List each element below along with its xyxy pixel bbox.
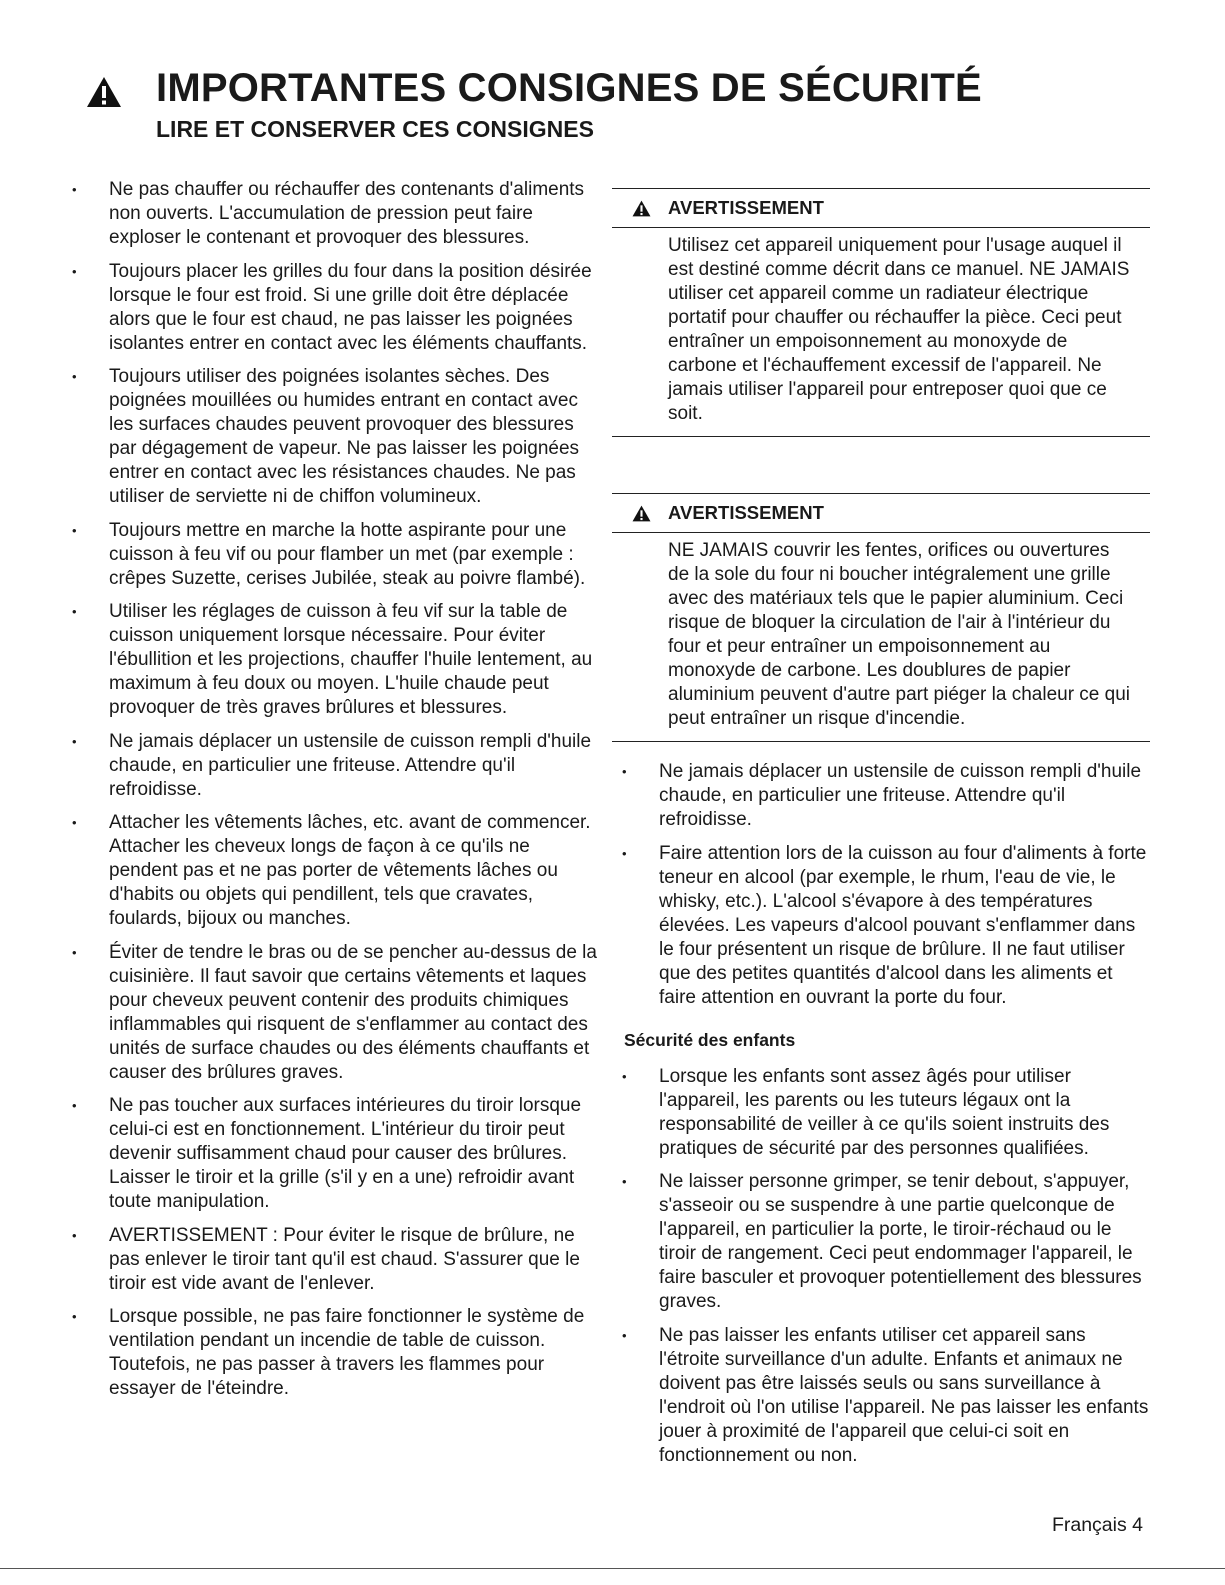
warning-triangle-icon bbox=[632, 505, 651, 522]
warning-header bbox=[612, 493, 1150, 533]
list-item: • Ne jamais déplacer un ustensile de cuisson rempli d'huile chaude, en particulier une friteuse. Attendre qu'il refroidisse. bbox=[622, 761, 1142, 830]
right-column bbox=[612, 188, 1150, 1477]
bullet-icon: • bbox=[72, 522, 77, 538]
bullet-icon: • bbox=[72, 604, 77, 619]
list-item: • Toujours utiliser des poignées isolantes sèches. Des poignées mouillées ou humides entrant en contact avec les surfaces chaudes peuvent provoquer des blessures par dégagement de vapeur. Ne pas laisser les poignées entrer en contact avec les résistances chaudes. Ne pas utiliser de serviette ni de chiffon volumineux. bbox=[72, 366, 580, 507]
list-item: • Toujours mettre en marche la hotte aspirante pour une cuisson à feu vif ou pour flamber un met (par exemple : crêpes Suzette, cerises Jubilée, steak au poivre flambé). bbox=[72, 519, 586, 589]
bullet-icon: • bbox=[622, 1174, 627, 1189]
section-heading: Sécurité des enfants bbox=[624, 1029, 796, 1050]
warning-text: NE JAMAIS couvrir les fentes, orifices ou ouvertures de la sole du four ni boucher intégralement une grille avec des matériaux tels que le papier aluminium. Ceci risque de bloquer la circulation de l'air à l'intérieur du four et peur entraîner un empoisonnement au monoxyde de carbone. Les doublures de papier aluminium peuvent d'autre part piéger la chaleur ce qui peut entraîner un risque d'incendie. bbox=[612, 533, 1150, 742]
list-item: • Ne pas toucher aux surfaces intérieures du tiroir lorsque celui-ci est en fonctionnement. L'intérieur du tiroir peut devenir suffisamment chaud pour causer des brûlures. Laisser le tiroir et la grille (s'il y en a une) refroidir avant toute manipulation. bbox=[72, 1095, 582, 1212]
bullet-icon: • bbox=[72, 944, 77, 960]
list-item: • Ne pas chauffer ou réchauffer des contenants d'aliments non ouverts. L'accumulation de pression peut faire exploser le contenant et provoquer des blessures. bbox=[72, 179, 585, 248]
list-item: • Ne laisser personne grimper, se tenir debout, s'appuyer, s'asseoir ou se suspendre à une partie quelconque de l'appareil, en particulier la porte, le tiroir-réchaud ou le tiroir de rangement. Ceci peut endommager l'appareil, le faire basculer et provoquer potentiellement des blessures graves. bbox=[622, 1171, 1142, 1312]
warning-label: AVERTISSEMENT bbox=[668, 197, 824, 218]
bullet-icon: • bbox=[622, 764, 627, 779]
warning-box bbox=[612, 493, 1150, 742]
bullet-icon: • bbox=[72, 263, 77, 279]
warning-triangle-icon bbox=[86, 76, 122, 108]
bullet-icon: • bbox=[72, 1227, 77, 1243]
bullet-icon: • bbox=[622, 1068, 627, 1084]
bullet-icon: • bbox=[72, 733, 77, 749]
warning-box bbox=[612, 188, 1150, 437]
list-item: • Faire attention lors de la cuisson au four d'aliments à forte teneur en alcool (par exemple, le rhum, l'eau de vie, le whisky, etc.). L'alcool s'évapore à des températures élevées. Les vapeurs d'alcool pouvant s'enflammer dans le four présentent un risque de brûlure. Il ne faut utiliser que des petites quantités d'alcool dans les aliments et faire attention en ouvrant la porte du four. bbox=[622, 842, 1147, 1008]
bottom-divider bbox=[0, 1568, 1225, 1569]
list-item: • AVERTISSEMENT : Pour éviter le risque de brûlure, ne pas enlever le tiroir tant qu'il est chaud. S'assurer que le tiroir est vide avant de l'enlever. bbox=[72, 1224, 580, 1294]
page-title: IMPORTANTES CONSIGNES DE SÉCURITÉ bbox=[156, 66, 982, 110]
list-item: • Toujours placer les grilles du four dans la position désirée lorsque le four est froid. Si une grille doit être déplacée alors que le four est chaud, ne pas laisser les poignées isolantes entrer en contact avec les éléments chauffants. bbox=[72, 260, 592, 354]
list-item: • Éviter de tendre le bras ou de se pencher au-dessus de la cuisinière. Il faut savoir que certains vêtements et laques pour cheveux peuvent contenir des produits chimiques inflammables qui risquent de s'enflammer au contact des unités de surface chaudes ou des éléments chauffants et causer des brûlures graves. bbox=[72, 941, 597, 1083]
list-item: • Ne pas laisser les enfants utiliser cet appareil sans l'étroite surveillance d'un adulte. Enfants et animaux ne doivent pas être laissés seuls ou sans surveillance à l'endroit où l'on utilise l'appareil. Ne pas laisser les enfants jouer à proximité de l'appareil que celui-ci soit en fonctionnement ou non. bbox=[622, 1324, 1149, 1466]
list-item: • Utiliser les réglages de cuisson à feu vif sur la table de cuisson uniquement lorsque nécessaire. Pour éviter l'ébullition et les projections, chauffer l'huile lentement, au maximum à feu doux ou moyen. L'huile chaude peut provoquer de très graves brûlures et blessures. bbox=[72, 601, 593, 718]
safety-list-left bbox=[62, 178, 602, 1401]
list-item: • Attacher les vêtements lâches, etc. avant de commencer. Attacher les cheveux longs de façon à ce qu'ils ne pendent pas et ne pas porter de vêtements lâches ou d'habits ou objets qui pendillent, tels que cravates, foulards, bijoux ou manches. bbox=[72, 812, 591, 929]
bullet-icon: • bbox=[72, 1098, 77, 1113]
bullet-icon: • bbox=[72, 1309, 77, 1324]
warning-triangle-icon bbox=[632, 200, 651, 217]
bullet-icon: • bbox=[72, 182, 77, 197]
page-number: Français 4 bbox=[1051, 1514, 1143, 1536]
safety-list-right bbox=[612, 760, 1150, 1010]
list-item: • Ne jamais déplacer un ustensile de cuisson rempli d'huile chaude, en particulier une friteuse. Attendre qu'il refroidisse. bbox=[72, 730, 592, 800]
bullet-icon: • bbox=[72, 369, 77, 384]
warning-header bbox=[612, 188, 1150, 228]
bullet-icon: • bbox=[622, 845, 627, 861]
warning-text: Utilisez cet appareil uniquement pour l'usage auquel il est destiné comme décrit dans ce manuel. NE JAMAIS utiliser cet appareil comme un radiateur électrique portatif pour chauffer ou réchauffer la pièce. Ceci peut entraîner un empoisonnement au monoxyde de carbone et l'échauffement excessif de l'appareil. Ne jamais utiliser l'appareil pour entreposer quoi que ce soit. bbox=[612, 228, 1150, 437]
warning-label: AVERTISSEMENT bbox=[668, 502, 824, 523]
page-subtitle: LIRE ET CONSERVER CES CONSIGNES bbox=[156, 116, 594, 142]
bullet-icon: • bbox=[622, 1327, 627, 1343]
left-column bbox=[62, 178, 602, 1411]
bullet-icon: • bbox=[72, 815, 77, 830]
child-safety-list bbox=[612, 1065, 1150, 1468]
list-item: • Lorsque les enfants sont assez âgés pour utiliser l'appareil, les parents ou les tuteurs légaux ont la responsabilité de veiller à ce qu'ils soient instruits des pratiques de sécurité par des personnes qualifiées. bbox=[622, 1065, 1110, 1159]
list-item: • Lorsque possible, ne pas faire fonctionner le système de ventilation pendant un incendie de table de cuisson. Toutefois, ne pas passer à travers les flammes pour essayer de l'éteindre. bbox=[72, 1306, 585, 1399]
